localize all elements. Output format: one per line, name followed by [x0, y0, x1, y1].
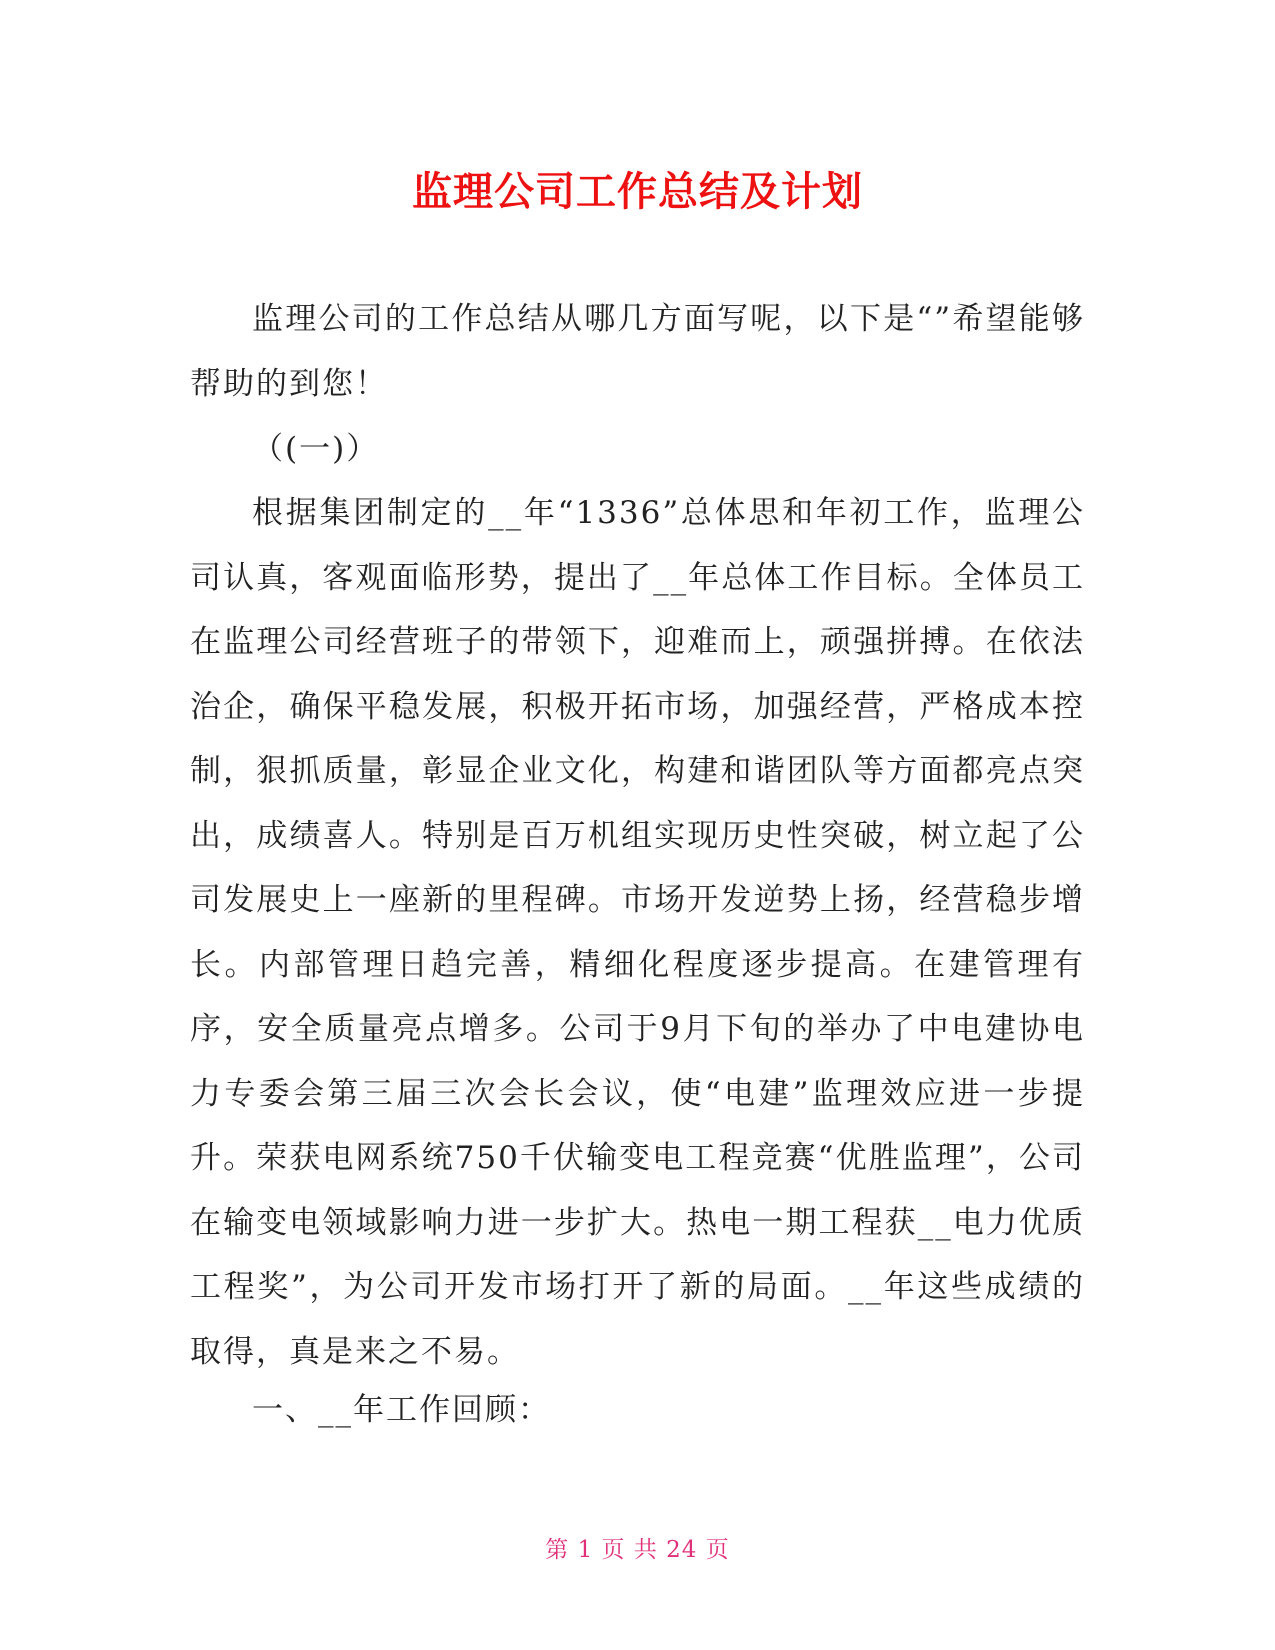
sub-heading: （(一)） [252, 431, 380, 467]
main-paragraph: 根据集团制定的__年“1336”总体思和年初工作，监理公司认真，客观面临形势，提出了__年总体工作目标。全体员工在监理公司经营班子的带领下，迎难而上，顽强拼搏。在依法治企，确保平稳发展，积极开拓市场，加强经营，严格成本控制，狠抓质量，彰显企业文化，构建和谐团队等方面都亮点突出，成绩喜人。特别是百万机组实现历史性突破，树立起了公司发展史上一座新的里程碑。市场开发逆势上扬，经营稳步增长。内部管理日趋完善，精细化程度逐步提高。在建管理有序，安全质量亮点增多。公司于9月下旬的举办了中电建协电力专委会第三届三次会长会议，使“电建”监理效应进一步提升。荣获电网系统750千伏输变电工程竞赛“优胜监理”，公司在输变电领域影响力进一步扩大。热电一期工程获__电力优质工程奖”，为公司开发市场打开了新的局面。__年这些成绩的取得，真是来之不易。 [190, 495, 1085, 1370]
document-title: 监理公司工作总结及计划 [412, 169, 863, 215]
section-heading-block [190, 1378, 1085, 1443]
page-number-footer: 第 1 页 共 24 页 [545, 1537, 730, 1563]
intro-paragraph: 监理公司的工作总结从哪几方面写呢，以下是“”希望能够帮助的到您！ [190, 301, 1085, 402]
intro-paragraph-block [190, 287, 1085, 416]
section-heading: 一、__年工作回顾： [252, 1392, 551, 1428]
main-paragraph-block [190, 481, 1085, 1384]
sub-heading-block [190, 417, 1085, 482]
